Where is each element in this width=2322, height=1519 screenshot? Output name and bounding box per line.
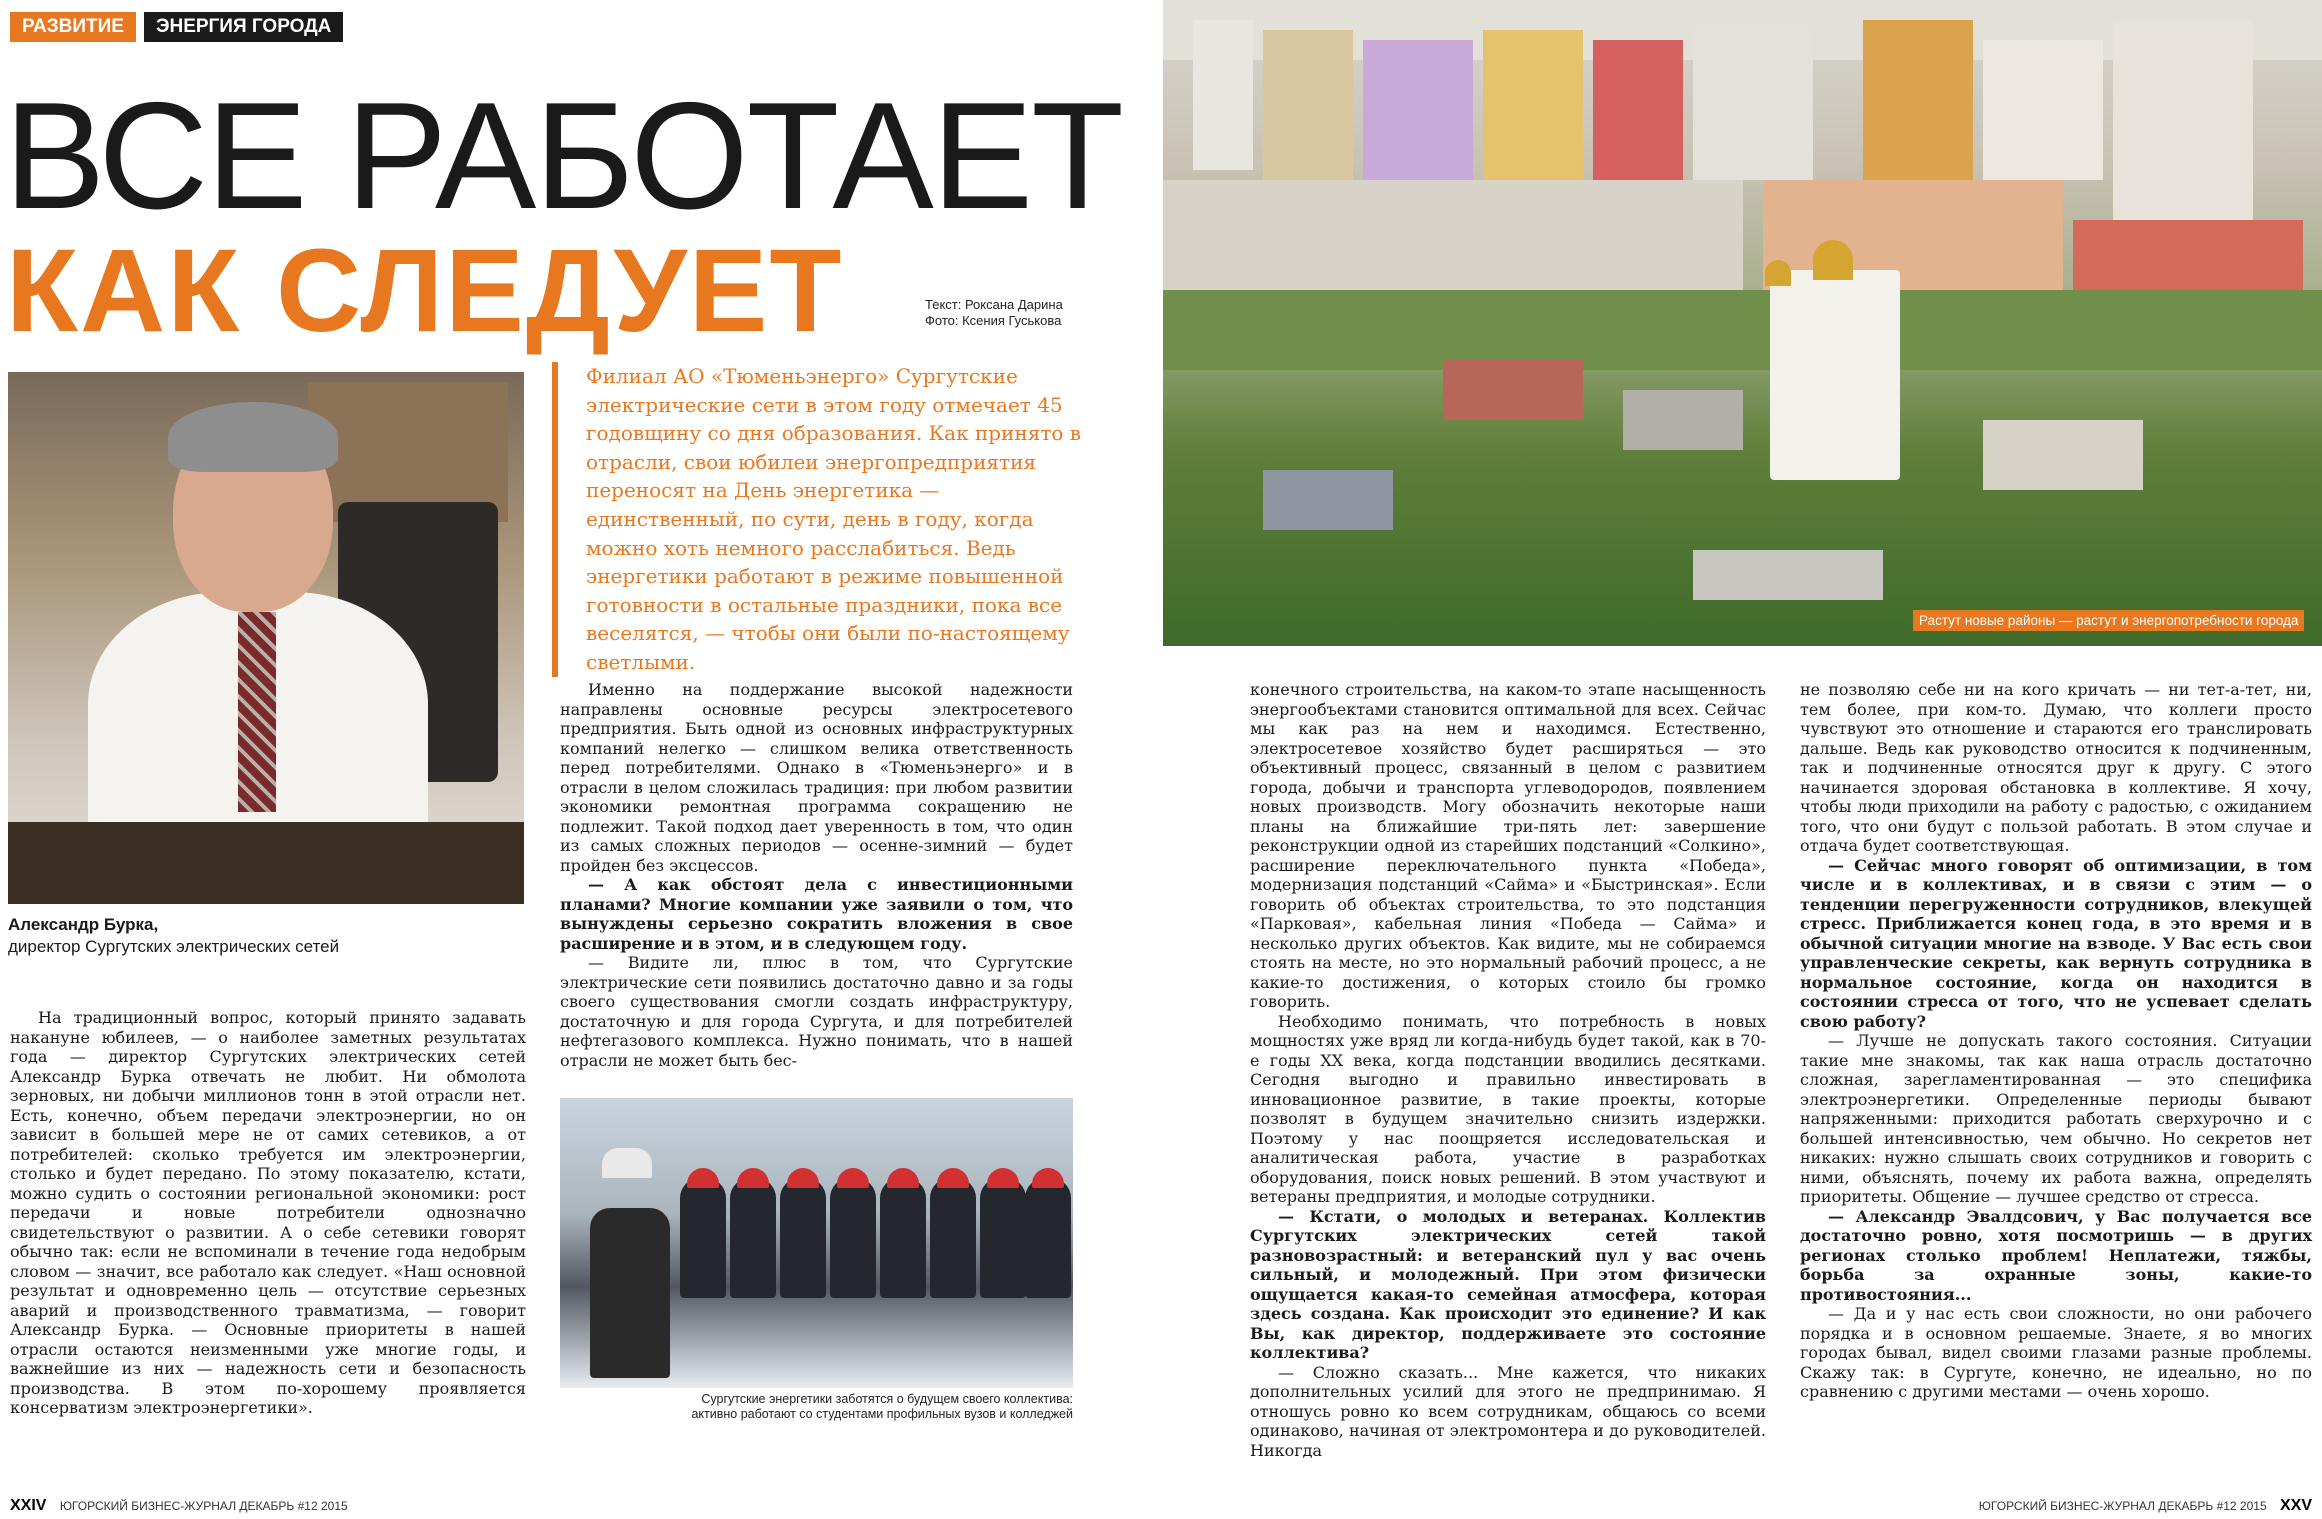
interview-question: — А как обстоят дела с инвестиционными планами? Многие компании уже заявили о том, что вынуждены серьезно сократить вложения в свое расширение и в этом, и в следующем году. bbox=[560, 875, 1073, 953]
section-tags bbox=[10, 12, 343, 42]
caption-line: Сургутские энергетики заботятся о будущем своего коллектива: bbox=[701, 1392, 1073, 1406]
paragraph: Именно на поддержание высокой надежности направлены основные ресурсы электросетевого предприятия. Быть одной из основных инфраструктурных компаний нелегко — слишком велика ответственность перед потребителями. Однако в «Тюменьэнерго» и в отрасли в целом сложилась традиция: при любом развитии экономики ремонтная программа сокращению не подлежит. Такой подход дает уверенность в том, что один из самых сложных периодов — осенне-зимний — будет пройден без эксцессов. bbox=[560, 680, 1073, 875]
city-photo-caption: Растут новые районы — растут и энергопотребности города bbox=[1913, 610, 2304, 631]
page-number-left: XXIV bbox=[10, 1497, 47, 1514]
portrait-photo bbox=[8, 372, 524, 904]
footer-right bbox=[1979, 1497, 2312, 1515]
article-credits bbox=[925, 297, 1063, 329]
topic-tag[interactable]: ЭНЕРГИЯ ГОРОДА bbox=[144, 12, 343, 42]
headline-line-2: КАК СЛЕДУЕТ bbox=[6, 225, 844, 357]
students-photo-caption bbox=[560, 1392, 1073, 1422]
paragraph: конечного строительства, на каком-то этапе насыщенность энергообъектами становится оптимальной для всех. Сейчас мы как раз на нем и находимся. Естественно, электросетевое хозяйство будет расширяться — это объективный процесс, связанный в целом с развитием города, добычи и транспорта углеводородов, появлением новых производств. Могу обозначить некоторые наши планы на ближайшие три-пять лет: завершение реконструкции одной из старейших подстанций «Солкино», расширение переключательного пункта «Победа», модернизация подстанций «Сайма» и «Быстринская». Если говорить об объектах строительства, то это подстанция «Парковая», кабельная линия «Победа — Сайма» и несколько других объектов. Как видите, мы не собираемся стоять на месте, но это нормальный рабочий процесс, а не какие-то достижения, о которых стоило бы громко говорить. bbox=[1250, 680, 1766, 1011]
paragraph: На традиционный вопрос, который принято задавать накануне юбилеев, — о наиболее заметных результатах года — директор Сургутских электрических сетей Александр Бурка отвечать не любит. Ни обмолота зерновых, ни добычи миллионов тонн в этой отрасли нет. Есть, конечно, объем передачи электроэнергии, но он зависит в большей мере не от самих сетевиков, а от потребителей: сколько требуется им электроэнергии, столько и будет передано. По этому показателю, кстати, можно судить о состоянии региональной экономики: рост передачи и новые потребители однозначно свидетельствуют о развитии. А о себе сетевики говорят обычно так: если не вспоминали в течение года недобрым словом — значит, все работало как следует. «Наш основной результат и одновременно цель — отсутствие серьезных аварий и производственного травматизма, — говорит Александр Бурка. — Основные приоритеты в нашей отрасли остаются неизменными уже многие годы, и важнейшие из них — надежность сети и безопасность производства. В этом по-хорошему проявляется консерватизм электроэнергетики». bbox=[10, 1008, 526, 1417]
paragraph: — Сложно сказать... Мне кажется, что никаких дополнительных усилий для этого не предпринимаю. Я отношусь ровно ко всем сотрудникам, общаюсь со всеми одинаково, начиная от электромонтера и до руководителей. Никогда bbox=[1250, 1362, 1766, 1460]
section-tag[interactable]: РАЗВИТИЕ bbox=[10, 12, 136, 42]
person-name: Александр Бурка, bbox=[8, 915, 159, 934]
article-column-3 bbox=[1250, 680, 1766, 1460]
text-credit: Текст: Роксана Дарина bbox=[925, 297, 1063, 312]
footer-left bbox=[10, 1497, 348, 1515]
headline-line-1: ВСЕ РАБОТАЕТ bbox=[4, 71, 1123, 241]
journal-name: ЮГОРСКИЙ БИЗНЕС-ЖУРНАЛ ДЕКАБРЬ #12 2015 bbox=[1978, 1499, 2267, 1513]
article-column-1 bbox=[10, 1008, 526, 1418]
photo-credit: Фото: Ксения Гуськова bbox=[925, 313, 1062, 328]
portrait-caption bbox=[8, 914, 339, 958]
paragraph: — Лучше не допускать такого состояния. Ситуации такие мне знакомы, так как наша отрасль достаточно сложная, зарегламентированная — это специфика электроэнергетики. Определенные периоды бывают напряженными: приходится работать сверхурочно и с большей интенсивностью, чем обычно. Но секретов нет никаких: нужно слышать своих сотрудников и говорить с ними, объяснять, почему их работа важна, определять приоритеты. Общение — лучшее средство от стресса. bbox=[1800, 1031, 2312, 1206]
paragraph: Необходимо понимать, что потребность в новых мощностях уже вряд ли когда-нибудь будет такой, как в 70-е годы XX века, когда подстанции вводились десятками. Сегодня выгодно и правильно инвестировать в инновационное развитие, в такие проекты, которые позволят в будущем значительно снизить издержки. Поэтому у нас поощряется исследовательская и аналитическая работа, участие в разработках оборудования, поиск новых решений. В этом участвуют и ветераны предприятия, и молодые сотрудники. bbox=[1250, 1011, 1766, 1206]
person-position: директор Сургутских электрических сетей bbox=[8, 937, 340, 956]
paragraph: — Видите ли, плюс в том, что Сургутские электрические сети появились достаточно давно и за годы своего существования смогли создать инфраструктуру, достаточную и для города Сургута, и для потребителей нефтегазового комплекса. Нужно понимать, что в нашей отрасли не может быть бес- bbox=[560, 953, 1073, 1070]
paragraph: не позволяю себе ни на кого кричать — ни тет-а-тет, ни, тем более, при ком-то. Думаю, что коллеги просто чувствуют это отношение и стараются его транслировать дальше. Ведь как руководство относится к подчиненным, так и подчиненные относятся друг к другу. С этого начинается здоровая обстановка в коллективе. Я хочу, чтобы люди приходили на работу с радостью, с ожиданием того, что они будут с пользой работать. В этом случае и отдача будет соответствующая. bbox=[1800, 680, 2312, 855]
journal-name: ЮГОРСКИЙ БИЗНЕС-ЖУРНАЛ ДЕКАБРЬ #12 2015 bbox=[59, 1499, 348, 1513]
lead-paragraph: Филиал АО «Тюменьэнерго» Сургутские электрические сети в этом году отмечает 45 годовщину со дня образования. Как принято в отрасли, свои юбилеи энергопредприятия переносят на День энергетика — единственный, по сути, день в году, когда можно хоть немного расслабиться. Ведь энергетики работают в режиме повышенной готовности в остальные праздники, пока все веселятся, — чтобы они были по-настоящему светлыми. bbox=[552, 362, 1092, 677]
page-number-right: XXV bbox=[2279, 1497, 2312, 1514]
article-column-2 bbox=[560, 680, 1073, 1070]
interview-question: — Александр Эвалдсович, у Вас получается все достаточно ровно, хотя посмотришь — в других регионах столько проблем! Неплатежи, тяжбы, борьба за охранные зоны, какие-то противостояния... bbox=[1800, 1206, 2312, 1304]
city-photo bbox=[1163, 0, 2322, 646]
caption-line: активно работают со студентами профильных вузов и колледжей bbox=[691, 1407, 1073, 1421]
interview-question: — Кстати, о молодых и ветеранах. Коллектив Сургутских электрических сетей такой разновозрастный: и ветеранский пул у вас очень сильный, и молодежный. При этом физически ощущается какая-то семейная атмосфера, которая здесь создана. Как происходит это единение? И как Вы, как директор, поддерживаете это состояние коллектива? bbox=[1250, 1206, 1766, 1362]
interview-question: — Сейчас много говорят об оптимизации, в том числе и в коллективах, и в связи с этим — о тенденции перегруженности сотрудников, влекущей стресс. Приближается конец года, в это время и в обычной ситуации многие на взводе. У Вас есть свои управленческие секреты, как вернуть сотрудника в нормальное состояние, когда он находится в состоянии стресса от того, что не успевает сделать свою работу? bbox=[1800, 855, 2312, 1031]
article-column-4 bbox=[1800, 680, 2312, 1402]
students-photo bbox=[560, 1098, 1073, 1388]
paragraph: — Да и у нас есть свои сложности, но они рабочего порядка и в основном решаемые. Знаете, я во многих городах бывал, видел своими глазами разные проблемы. Скажу так: в Сургуте, конечно, не идеально, но по сравнению с другими местами — очень хорошо. bbox=[1800, 1304, 2312, 1401]
